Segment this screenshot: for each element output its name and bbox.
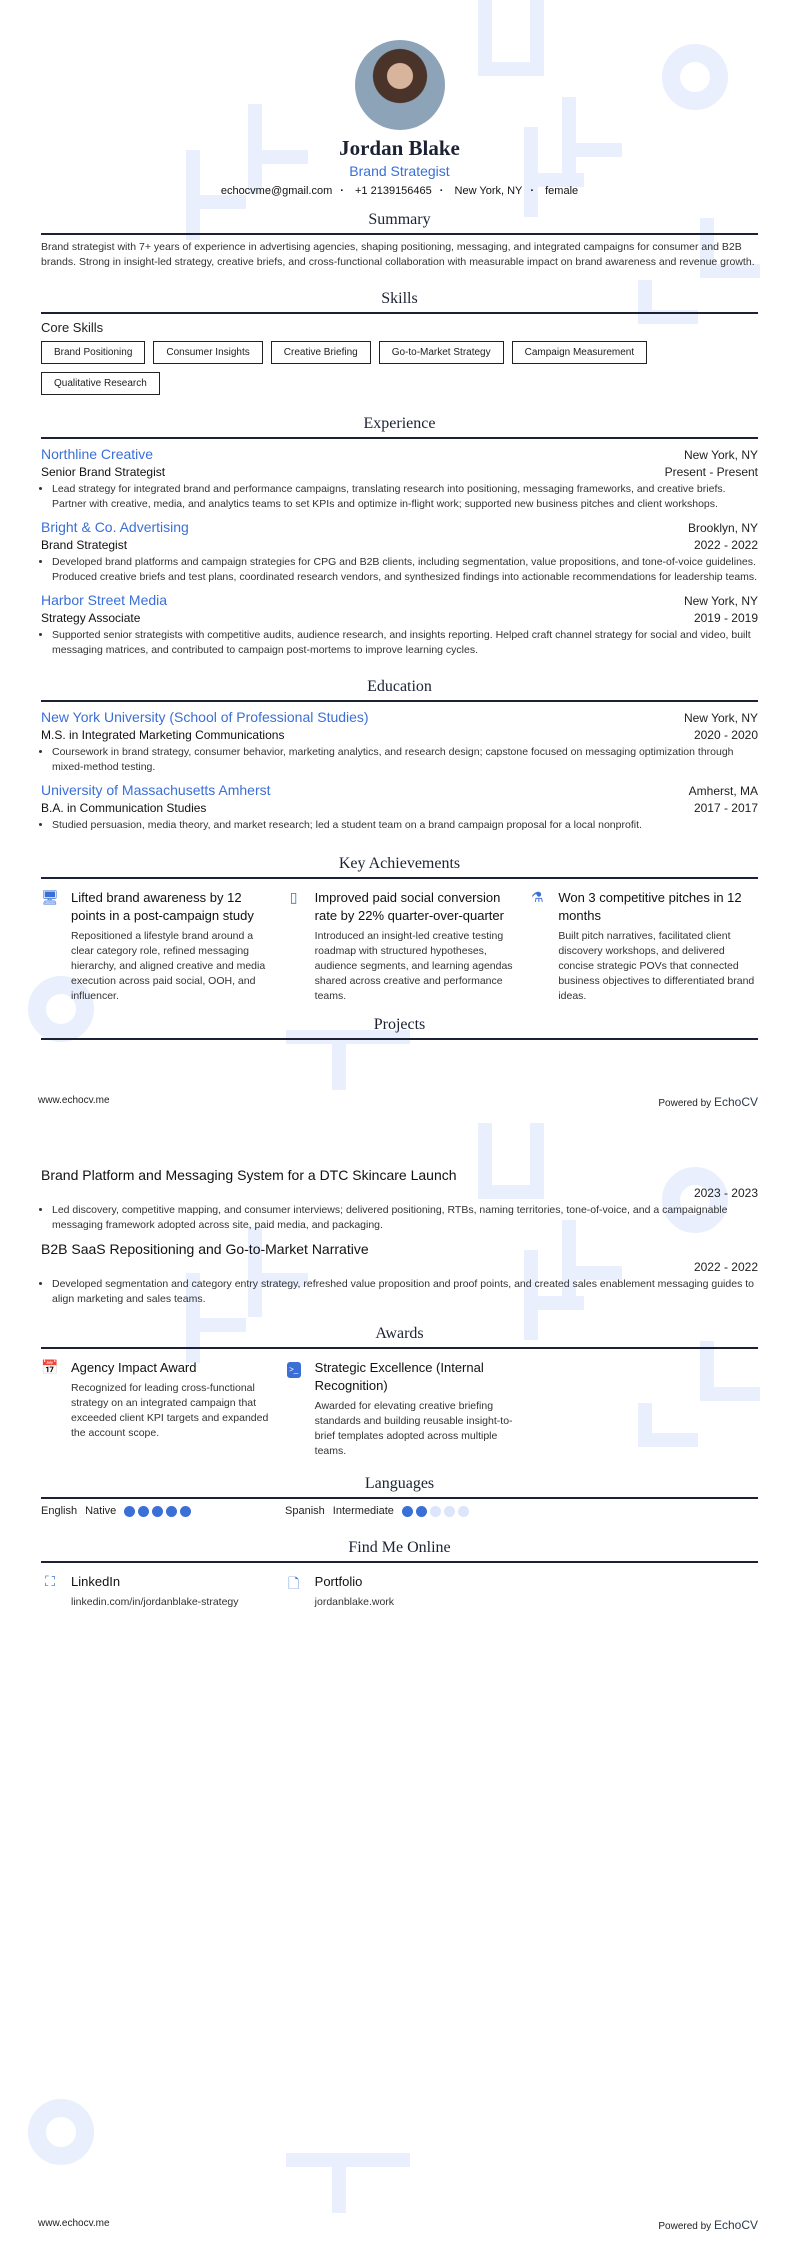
achievement-item xyxy=(41,889,271,1004)
rating-dot xyxy=(152,1506,163,1517)
summary-heading: Summary xyxy=(41,211,758,235)
experience-entry xyxy=(41,585,758,658)
achievement-desc: Introduced an insight-led creative testing roadmap with structured hypotheses, audience segments, and learning agendas shared across creative and performance teams. xyxy=(314,930,513,1002)
award-desc: Awarded for elevating creative briefing standards and building reusable insight-to-brief templates adopted across multiple teams. xyxy=(314,1400,513,1457)
job-location: Brooklyn, NY xyxy=(687,521,758,535)
phone[interactable]: +1 2139156465 xyxy=(355,185,432,197)
skills-heading: Skills xyxy=(41,290,758,314)
mobile-icon: ▯ xyxy=(289,889,298,905)
page-footer xyxy=(38,1095,758,1109)
language-name: Spanish xyxy=(285,1505,325,1517)
language-rating xyxy=(402,1506,469,1517)
monitor-icon: 🖥 xyxy=(41,889,59,905)
projects-heading: Projects xyxy=(41,1016,758,1040)
flask-icon: ⚗ xyxy=(531,889,544,905)
job-location: New York, NY xyxy=(683,594,758,608)
profile-photo xyxy=(355,40,445,130)
job-role: Strategy Associate xyxy=(41,611,141,625)
calendar-icon: 📅 xyxy=(41,1359,59,1375)
language-rating xyxy=(124,1506,191,1517)
project-title: Brand Platform and Messaging System for a DTC Skincare Launch xyxy=(41,1167,457,1183)
rating-dot xyxy=(138,1506,149,1517)
job-dates: 2019 - 2019 xyxy=(693,611,758,625)
skill-chip: Qualitative Research xyxy=(41,372,160,395)
footer-brand[interactable]: EchoCV xyxy=(713,2218,758,2232)
contact-info: echocvme@gmail.com · +1 2139156465 · New York, NY · female xyxy=(220,185,579,197)
achievement-title: Lifted brand awareness by 12 points in a post-campaign study xyxy=(71,890,254,923)
school-name: New York University (School of Professional Studies) xyxy=(41,709,369,725)
company-name: Harbor Street Media xyxy=(41,592,168,608)
footer-site-link[interactable]: www.echocv.me xyxy=(38,2218,110,2229)
candidate-title: Brand Strategist xyxy=(349,163,450,179)
online-list xyxy=(41,1573,758,1610)
project-entry xyxy=(41,1167,758,1233)
experience-heading: Experience xyxy=(41,415,758,439)
education-dates: 2017 - 2017 xyxy=(693,801,758,815)
skill-chip: Creative Briefing xyxy=(271,341,371,364)
degree: B.A. in Communication Studies xyxy=(41,801,207,815)
footer-powered-label: Powered by xyxy=(658,1098,712,1109)
skill-chip: Campaign Measurement xyxy=(512,341,648,364)
award-item xyxy=(285,1359,515,1459)
job-role: Brand Strategist xyxy=(41,538,128,552)
award-title: Agency Impact Award xyxy=(71,1360,197,1375)
project-dates: 2022 - 2022 xyxy=(693,1260,758,1274)
experience-entry xyxy=(41,512,758,585)
award-title: Strategic Excellence (Internal Recognition) xyxy=(314,1360,484,1393)
school-location: Amherst, MA xyxy=(688,784,758,798)
company-name: Bright & Co. Advertising xyxy=(41,519,189,535)
footer-powered-label: Powered by xyxy=(658,2221,712,2232)
skill-chip: Go-to-Market Strategy xyxy=(379,341,504,364)
rating-dot xyxy=(166,1506,177,1517)
project-dates: 2023 - 2023 xyxy=(693,1186,758,1200)
project-bullet: • Developed segmentation and category entry strategy, refreshed value proposition and proof points, and created sales enablement messaging guides to align marketing and sales teams. xyxy=(52,1277,758,1307)
gender: female xyxy=(545,185,579,197)
footer-brand[interactable]: EchoCV xyxy=(713,1095,758,1109)
project-bullet: • Led discovery, competitive mapping, and consumer interviews; delivered positioning, RTBs, naming territories, tone-of-voice, and a campaignable messaging framework adopted across site, paid media, and packaging. xyxy=(52,1203,758,1233)
online-label: LinkedIn xyxy=(71,1574,121,1589)
achievement-item xyxy=(528,889,758,1004)
rating-dot xyxy=(124,1506,135,1517)
award-desc: Recognized for leading cross-functional strategy on an integrated campaign that exceeded client KPI targets and expanded the account scope. xyxy=(71,1382,269,1439)
online-link[interactable]: linkedin.com/in/jordanblake-strategy xyxy=(71,1596,239,1608)
job-bullet: • Supported senior strategists with competitive audits, audience research, and insights reporting. Helped craft channel strategy for social and video, built messaging matrices, and contributed to campaign post-mortems to improve learning cycles. xyxy=(52,628,758,658)
online-link[interactable]: jordanblake.work xyxy=(314,1596,395,1608)
education-bullet: • Studied persuasion, media theory, and market research; led a student team on a brand campaign proposal for a local nonprofit. xyxy=(52,818,758,833)
linkedin-icon: ⛶ xyxy=(45,1573,55,1589)
education-dates: 2020 - 2020 xyxy=(693,728,758,742)
school-name: University of Massachusetts Amherst xyxy=(41,782,271,798)
skills-group-label: Core Skills xyxy=(41,320,104,335)
location: New York, NY xyxy=(454,185,523,197)
languages-heading: Languages xyxy=(41,1475,758,1499)
languages-list xyxy=(41,1505,758,1517)
degree: M.S. in Integrated Marketing Communications xyxy=(41,728,285,742)
language-name: English xyxy=(41,1505,78,1517)
education-bullet: • Coursework in brand strategy, consumer behavior, marketing analytics, and research design; capstone focused on messaging optimization through mixed-method testing. xyxy=(52,745,758,775)
skill-chip: Brand Positioning xyxy=(41,341,145,364)
rating-dot xyxy=(402,1506,413,1517)
awards-heading: Awards xyxy=(41,1325,758,1349)
achievement-item xyxy=(285,889,515,1004)
school-location: New York, NY xyxy=(683,711,758,725)
award-item xyxy=(41,1359,271,1459)
achievements-heading: Key Achievements xyxy=(41,855,758,879)
footer-site-link[interactable]: www.echocv.me xyxy=(38,1095,110,1106)
language-level: Native xyxy=(85,1505,117,1517)
skills-list xyxy=(41,341,758,395)
page-footer xyxy=(38,2218,758,2232)
language-level: Intermediate xyxy=(332,1505,394,1517)
online-heading: Find Me Online xyxy=(41,1539,758,1563)
job-bullet: • Lead strategy for integrated brand and performance campaigns, translating research into positioning, messaging frameworks, and creative briefs. Partner with creative, media, and analytics teams to set KPIs and optimize in-flight work; supported new business pitches and client workshops. xyxy=(52,482,758,512)
experience-entry xyxy=(41,439,758,512)
online-label: Portfolio xyxy=(314,1574,363,1589)
job-location: New York, NY xyxy=(683,448,758,462)
company-name: Northline Creative xyxy=(41,446,154,462)
terminal-icon: >_ xyxy=(285,1359,303,1459)
file-plus-icon: 🗋 xyxy=(288,1575,300,1591)
awards-list xyxy=(41,1359,758,1459)
email[interactable]: echocvme@gmail.com xyxy=(220,185,333,197)
job-dates: Present - Present xyxy=(664,465,758,479)
online-item[interactable] xyxy=(285,1573,515,1610)
rating-dot xyxy=(444,1506,455,1517)
education-heading: Education xyxy=(41,678,758,702)
education-entry xyxy=(41,775,758,833)
achievements-list xyxy=(41,889,758,1004)
summary-text: Brand strategist with 7+ years of experience in advertising agencies, shaping positioning, messaging, and integrated campaigns for consumer and B2B brands. Strong in insight-led strategy, creative briefs, and cross-functional collaboration with measurable impact on brand awareness and revenue growth. xyxy=(41,241,755,268)
job-bullet: • Developed brand platforms and campaign strategies for CPG and B2B clients, including segmentation, value propositions, and tone-of-voice guidelines. Produced creative briefs and test plans, coordinated research vendors, and synthesized findings into actionable recommendations for leadership teams. xyxy=(52,555,758,585)
project-entry xyxy=(41,1241,758,1307)
achievement-title: Improved paid social conversion rate by 22% quarter-over-quarter xyxy=(314,890,504,923)
language-item xyxy=(41,1505,285,1517)
achievement-desc: Built pitch narratives, facilitated client discovery workshops, and delivered concise strategic POVs that connected business objectives to differentiated brand ideas. xyxy=(558,930,755,1002)
achievement-title: Won 3 competitive pitches in 12 months xyxy=(558,890,742,923)
project-title: B2B SaaS Repositioning and Go-to-Market Narrative xyxy=(41,1241,369,1257)
rating-dot xyxy=(430,1506,441,1517)
job-role: Senior Brand Strategist xyxy=(41,465,166,479)
resume-page-2 xyxy=(0,1123,794,2246)
achievement-desc: Repositioned a lifestyle brand around a clear category role, refined messaging hierarchy, and aligned creative and media execution across paid social, OOH, and influencer. xyxy=(71,930,266,1002)
language-item xyxy=(285,1505,529,1517)
rating-dot xyxy=(180,1506,191,1517)
rating-dot xyxy=(416,1506,427,1517)
resume-header xyxy=(41,0,758,197)
candidate-name: Jordan Blake xyxy=(339,136,460,160)
job-dates: 2022 - 2022 xyxy=(693,538,758,552)
education-entry xyxy=(41,702,758,775)
skill-chip: Consumer Insights xyxy=(153,341,262,364)
online-item[interactable] xyxy=(41,1573,271,1610)
rating-dot xyxy=(458,1506,469,1517)
